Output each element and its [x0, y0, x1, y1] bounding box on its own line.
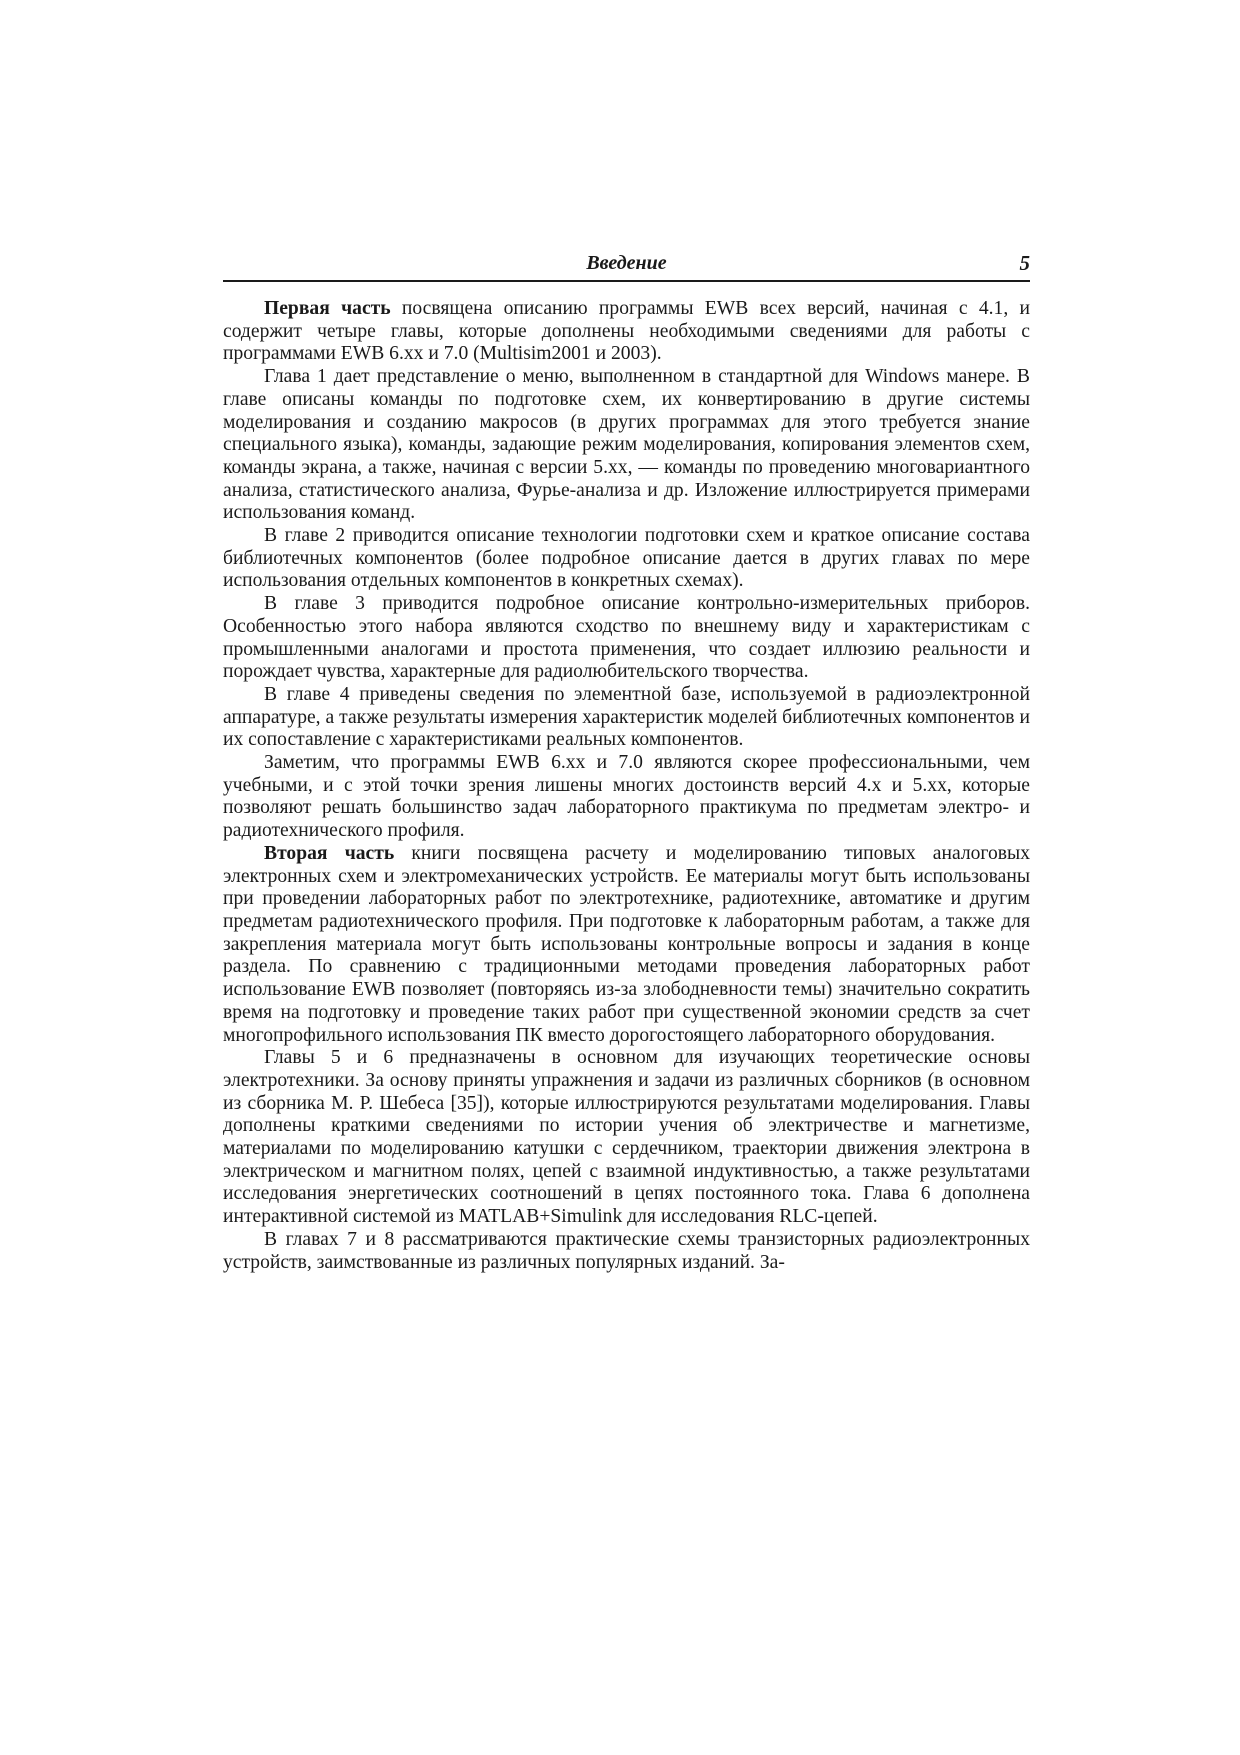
paragraph-text: Заметим, что программы EWB 6.xx и 7.0 являются скорее профессиональными, чем учебными, и с этой точки зрения лишены многих достоинств версий 4.x и 5.xx, которые позволяют решать большинство задач лабораторного практикума по предметам электро- и радиотехнического профиля. — [223, 752, 1030, 842]
paragraph-part-two — [223, 843, 1030, 1047]
paragraph-chapter-2 — [223, 525, 1030, 593]
paragraph-text: посвящена описанию программы EWB всех версий, начиная с 4.1, и содержит четыре главы, которые дополнены необходимыми сведениями для работы с программами EWB 6.xx и 7.0 (Multisim2001 и 2003). — [223, 298, 1030, 365]
body-text — [223, 298, 1030, 1274]
paragraph-chapter-4 — [223, 684, 1030, 752]
paragraph-text: В главе 4 приведены сведения по элементной базе, используемой в радиоэлектронной аппаратуре, а также результаты измерения характеристик моделей библиотечных компонентов и их сопоставление с характеристиками реальных компонентов. — [223, 683, 1030, 751]
paragraph-text: Глава 1 дает представление о меню, выполненном в стандартной для Windows манере. В главе описаны команды по подготовке схем, их конвертированию в другие системы моделирования и созданию макросов (в других программах для этого требуется знание специального языка), команды, задающие режим моделирования, копирования элементов схем, команды экрана, а также, начиная с версии 5.xx, — команды по проведению многовариантного анализа, статистического анализа, Фурье-анализа и др. Изложение иллюстрируется примерами использования команд. — [223, 366, 1030, 524]
paragraph-text: В главах 7 и 8 рассматриваются практические схемы транзисторных радиоэлектронных устройств, заимствованные из различных популярных изданий. За- — [223, 1228, 1030, 1273]
paragraph-text: Главы 5 и 6 предназначены в основном для изучающих теоретические основы электротехники. За основу приняты упражнения и задачи из различных сборников (в основном из сборника М. Р. Шебеса [35]), которые иллюстрируются результатами моделирования. Главы дополнены краткими сведениями по истории учения об электричестве и магнетизме, материалами по моделированию катушки с сердечником, траектории движения электрона в электрическом и магнитном полях, цепей с взаимной индуктивностью, а также результатами исследования энергетических соотношений в цепях постоянного тока. Глава 6 дополнена интерактивной системой из MATLAB+Simulink для исследования RLC-цепей. — [223, 1047, 1030, 1228]
paragraph-lead: Вторая часть — [264, 842, 395, 864]
paragraph-part-one — [223, 298, 1030, 366]
running-header — [223, 250, 1030, 282]
page-number: 5 — [1019, 251, 1030, 275]
paragraph-chapter-3 — [223, 593, 1030, 684]
paragraph-lead: Первая часть — [264, 298, 391, 319]
paragraph-text: книги посвящена расчету и моделированию типовых аналоговых электронных схем и электромеханических устройств. Ее материалы могут быть использованы при проведении лабораторных работ по электротехнике, радиотехнике, автоматике и другим предметам радиотехнического профиля. При подготовке к лабораторным работам, а также для закрепления материала могут быть использованы контрольные вопросы и задания в конце раздела. По сравнению с традиционными методами проведения лабораторных работ использование EWB позволяет (повторяясь из-за злободневности темы) значительно сократить время на подготовку и проведение таких работ при существенной экономии средств за счет многопрофильного использования ПК вместо дорогостоящего лабораторного оборудования. — [223, 842, 1030, 1046]
book-page — [223, 250, 1030, 1274]
paragraph-note — [223, 752, 1030, 843]
paragraph-text: В главе 3 приводится подробное описание контрольно-измерительных приборов. Особенностью этого набора являются сходство по внешнему виду и характеристикам с промышленными аналогами и простота применения, что создает иллюзию реальности и порождает чувства, характерные для радиолюбительского творчества. — [223, 593, 1030, 683]
paragraph-chapter-1 — [223, 366, 1030, 525]
running-title: Введение — [586, 252, 667, 274]
paragraph-chapters-5-6 — [223, 1047, 1030, 1229]
paragraph-chapters-7-8 — [223, 1229, 1030, 1274]
paragraph-text: В главе 2 приводится описание технологии подготовки схем и краткое описание состава библиотечных компонентов (более подробное описание дается в других главах по мере использования отдельных компонентов в конкретных схемах). — [223, 525, 1030, 592]
